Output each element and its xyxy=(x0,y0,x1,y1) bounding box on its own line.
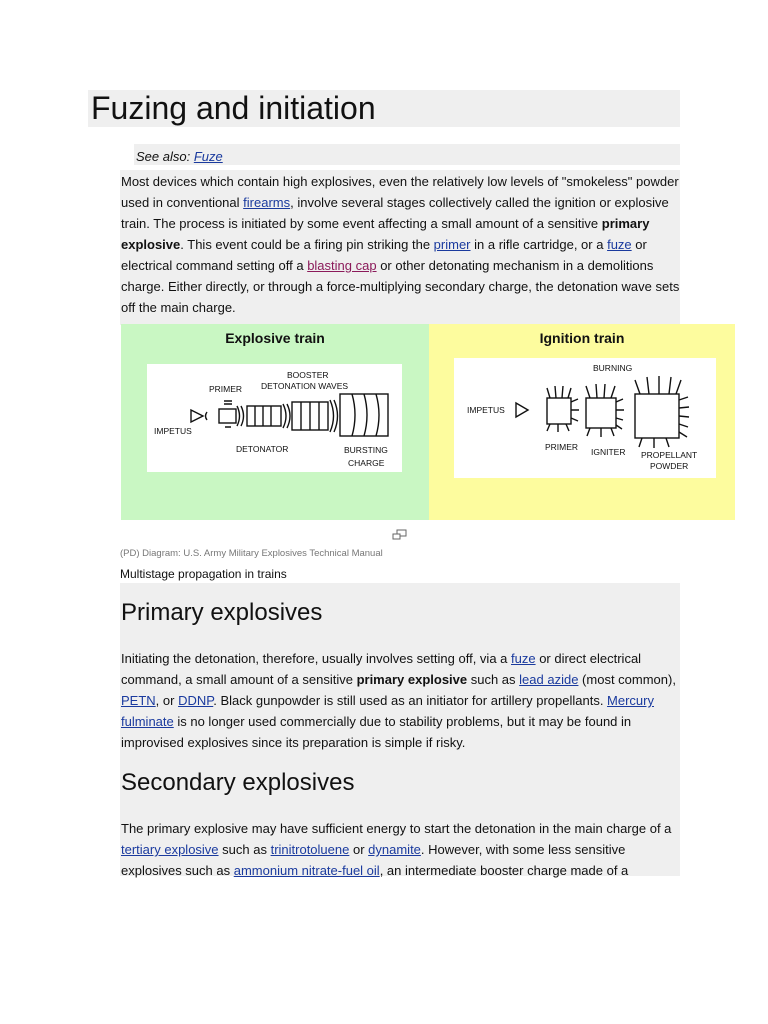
label-powder: POWDER xyxy=(650,461,689,471)
link-fuze[interactable]: fuze xyxy=(607,237,632,252)
link-blasting-cap[interactable]: blasting cap xyxy=(307,258,377,273)
link-fuze[interactable]: fuze xyxy=(511,651,536,666)
label-igniter: IGNITER xyxy=(591,447,626,457)
ignition-train-drawing xyxy=(516,376,689,448)
trains-figure xyxy=(121,324,735,520)
text-run: or electrical command setting off a xyxy=(121,237,647,273)
label-detonator: DETONATOR xyxy=(236,444,289,454)
label-impetus: IMPETUS xyxy=(467,405,505,415)
figure-caption: Multistage propagation in trains xyxy=(120,567,287,581)
bold-primary-explosive: primary explosive xyxy=(121,216,650,252)
text-run: (most common), xyxy=(578,672,676,687)
label-propellant: PROPELLANT xyxy=(641,450,698,460)
link-primer[interactable]: primer xyxy=(433,237,471,252)
text-run: Initiating the detonation, therefore, usually involves setting off, via a xyxy=(121,651,511,666)
label-charge: CHARGE xyxy=(348,458,385,468)
text-run: or other detonating mechanism in a demolitions charge. Either directly, or through a force-multiplying secondary charge, the detonation wave sets off the main charge. xyxy=(121,258,680,315)
text-run: or xyxy=(349,842,369,857)
ignition-train-diagram xyxy=(454,358,716,478)
ignition-train-panel xyxy=(429,324,735,520)
heading-primary-explosives: Primary explosives xyxy=(121,599,323,626)
ignition-train-title: Ignition train xyxy=(539,330,625,346)
text-run: such as xyxy=(218,842,271,857)
link-firearms[interactable]: firearms xyxy=(243,195,291,210)
text-run: in a rifle cartridge, or a xyxy=(470,237,608,252)
label-impetus: IMPETUS xyxy=(154,426,192,436)
link-ddnp[interactable]: DDNP xyxy=(178,693,214,708)
explosive-train-drawing xyxy=(191,394,388,436)
text-run: such as xyxy=(467,672,520,687)
explosive-train-panel xyxy=(121,324,429,520)
link-dynamite[interactable]: dynamite xyxy=(368,842,421,857)
text-run: The primary explosive may have sufficient energy to start the detonation in the main charge of a xyxy=(121,821,672,836)
text-run: . This event could be a firing pin striking the xyxy=(180,237,434,252)
bold-primary-explosive: primary explosive xyxy=(356,672,468,687)
primary-paragraph xyxy=(121,648,680,753)
label-primer: PRIMER xyxy=(209,384,243,394)
link-mercury-fulminate[interactable]: Mercury fulminate xyxy=(121,693,654,729)
label-booster: BOOSTER xyxy=(287,370,329,380)
text-run: . Black gunpowder is still used as an initiator for artillery propellants. xyxy=(213,693,608,708)
page-title: Fuzing and initiation xyxy=(88,90,680,127)
text-run: Most devices which contain high explosives, even the relatively low levels of "smokeless" powder used in conventional xyxy=(121,174,679,210)
link-petn[interactable]: PETN xyxy=(121,693,156,708)
text-run: is no longer used commercially due to stability problems, but it may be found in improvised explosives since its preparation is simple if risky. xyxy=(121,714,632,750)
secondary-paragraph xyxy=(121,818,680,881)
link-lead-azide[interactable]: lead azide xyxy=(519,672,579,687)
link-trinitrotoluene[interactable]: trinitrotoluene xyxy=(270,842,350,857)
text-run: , or xyxy=(155,693,179,708)
link-tertiary-explosive[interactable]: tertiary explosive xyxy=(121,842,219,857)
text-run: or direct electrical command, a small amount of a sensitive xyxy=(121,651,642,687)
link-ammonium-nitrate-fuel-oil[interactable]: ammonium nitrate-fuel oil xyxy=(233,863,380,878)
text-run: , an intermediate booster charge made of a xyxy=(379,863,629,878)
see-also-note xyxy=(134,144,680,165)
text-run: . However, with some less sensitive explosives such as xyxy=(121,842,626,878)
see-also-label: See also: xyxy=(136,149,191,164)
label-burning: BURNING xyxy=(593,363,633,373)
heading-secondary-explosives: Secondary explosives xyxy=(121,769,355,796)
see-also-link-fuze[interactable]: Fuze xyxy=(193,149,223,164)
figure-credit: (PD) Diagram: U.S. Army Military Explosives Technical Manual xyxy=(120,548,383,559)
explosive-train-diagram xyxy=(147,364,402,472)
enlarge-icon[interactable] xyxy=(392,529,408,541)
text-run: , involve several stages collectively called the ignition or explosive train. The process is initiated by some event affecting a small amount of a sensitive xyxy=(121,195,669,231)
label-detonation-waves: DETONATION WAVES xyxy=(261,381,349,391)
explosive-train-title: Explosive train xyxy=(225,330,325,346)
intro-paragraph xyxy=(120,170,680,325)
label-primer: PRIMER xyxy=(545,442,579,452)
main-sections xyxy=(120,583,680,876)
label-bursting: BURSTING xyxy=(344,445,388,455)
